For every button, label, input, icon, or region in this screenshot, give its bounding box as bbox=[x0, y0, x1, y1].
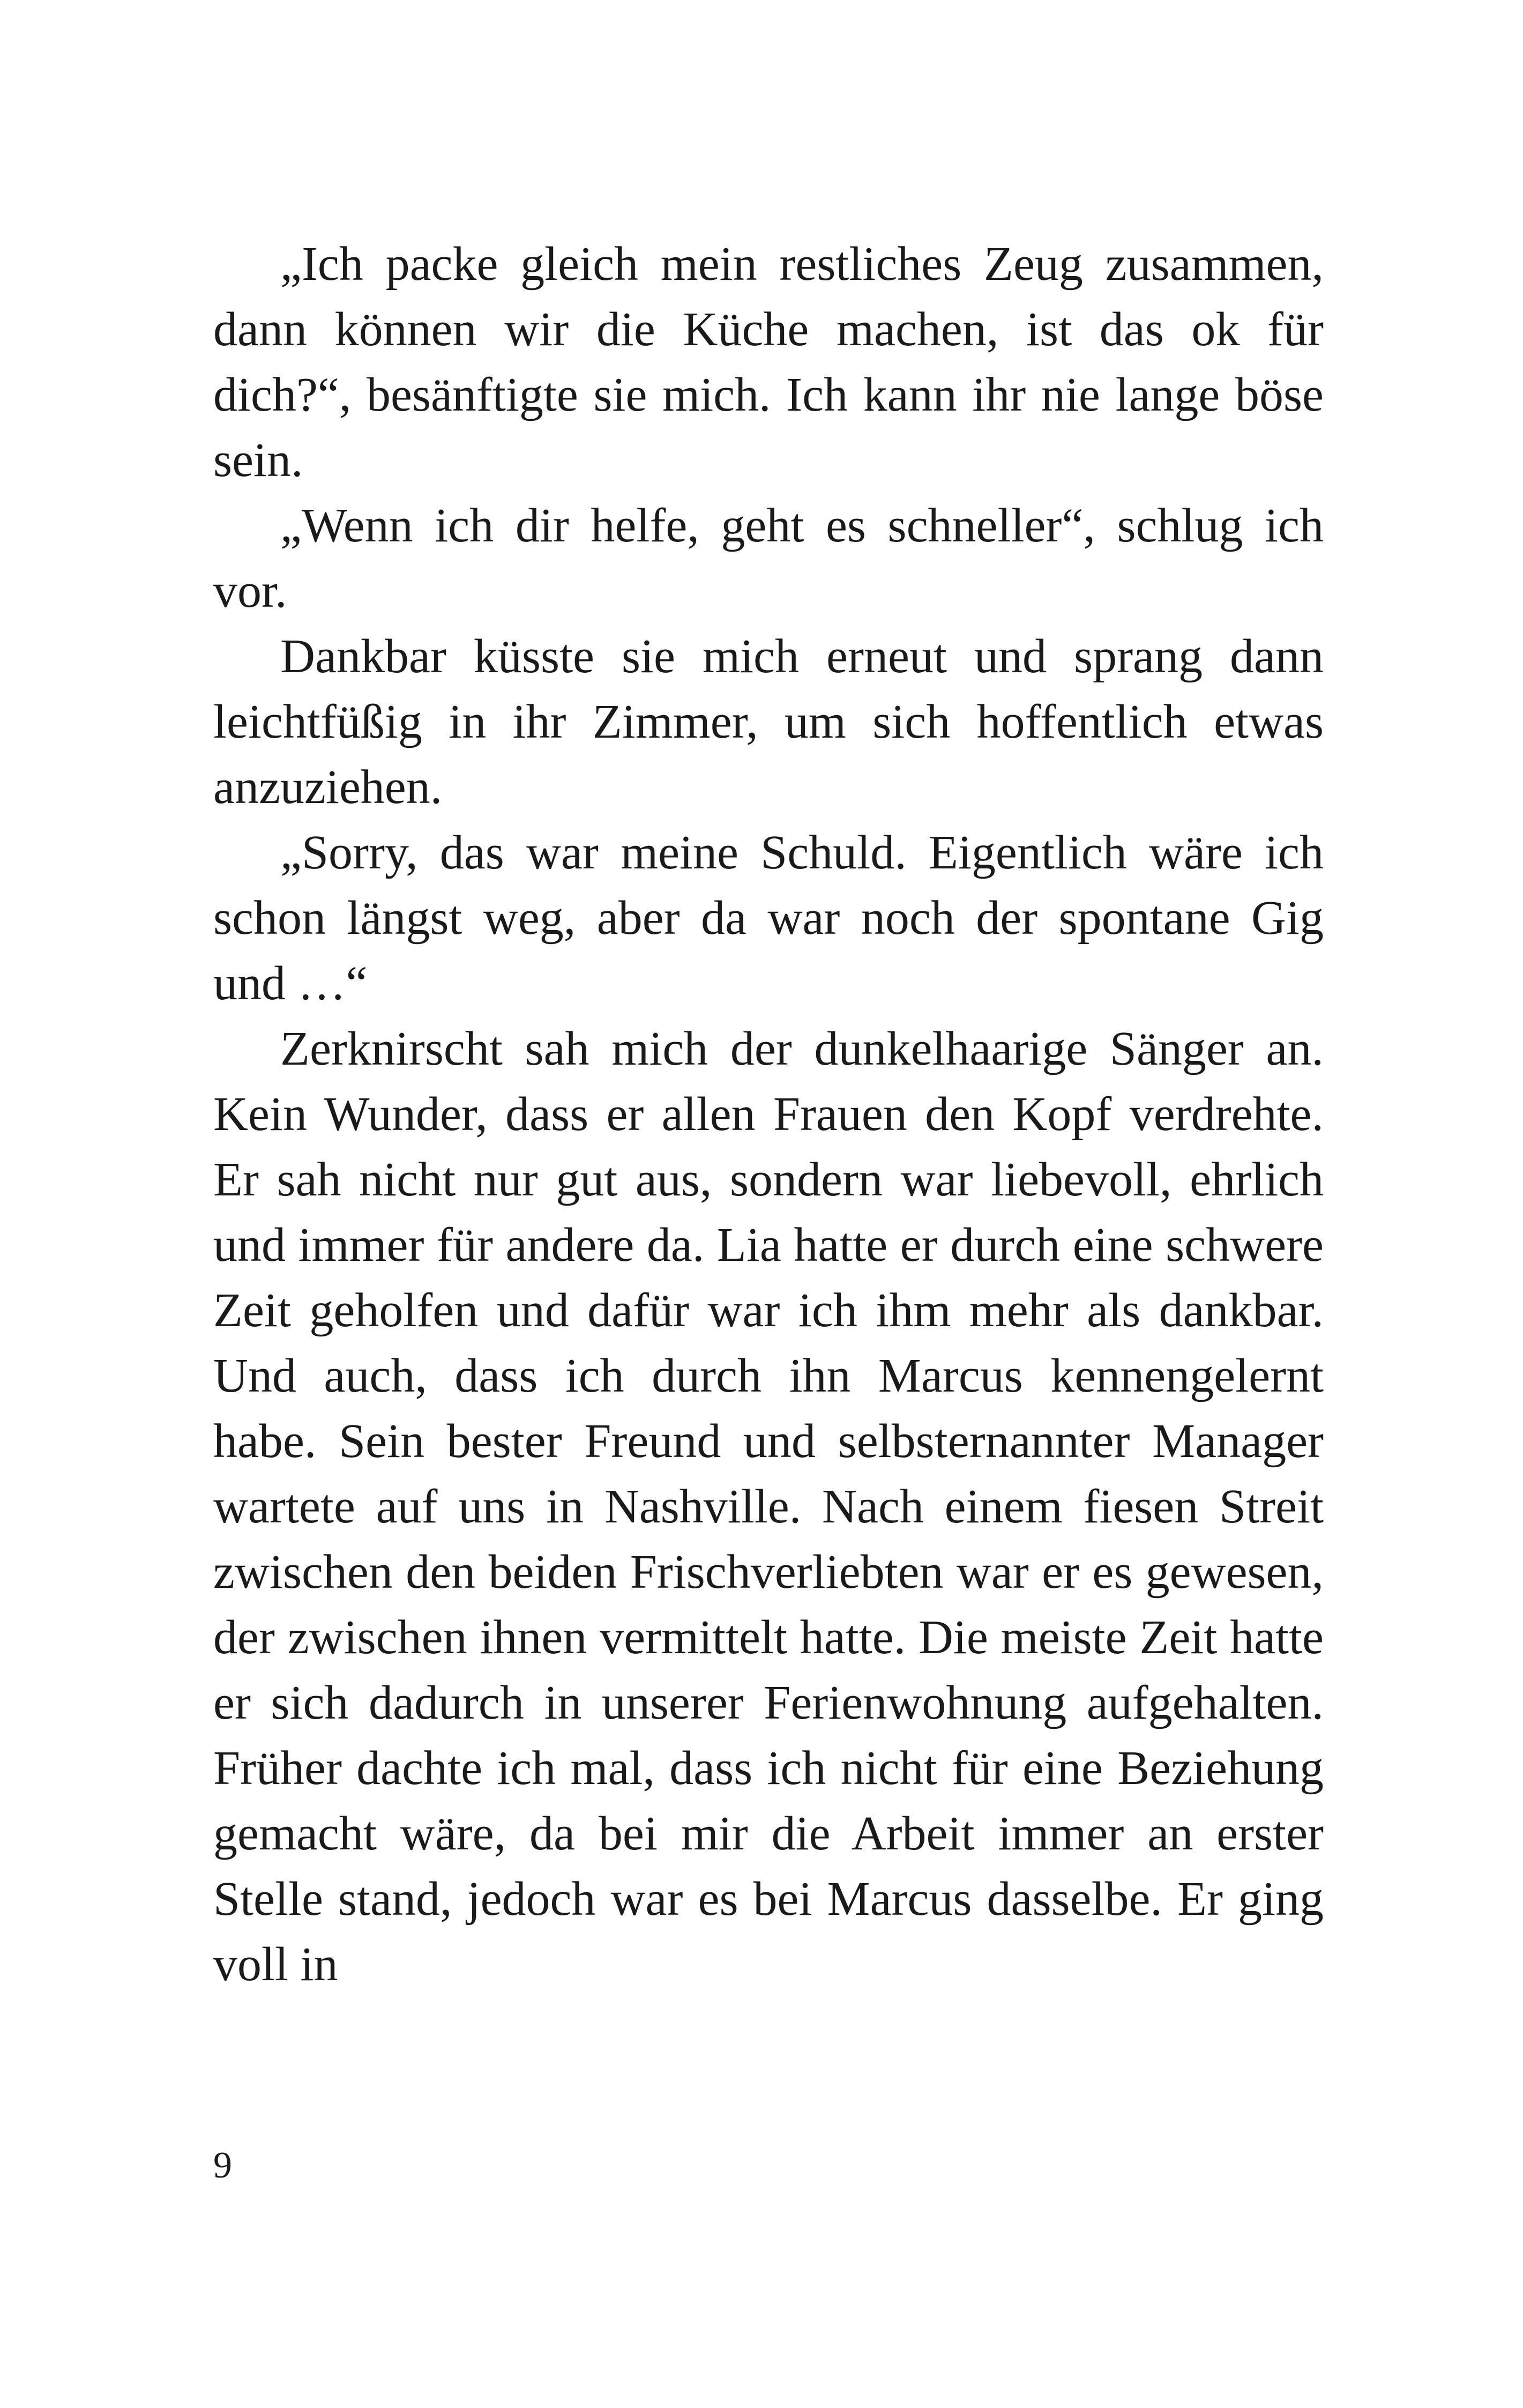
paragraph-4: „Sorry, das war meine Schuld. Eigentlich wäre ich schon längst weg, aber da war noch der spontane Gig und …“ bbox=[213, 826, 1324, 1010]
paragraph-2: „Wenn ich dir helfe, geht es schneller“, schlug ich vor. bbox=[213, 499, 1324, 618]
body-text bbox=[213, 232, 1324, 1997]
page-number: 9 bbox=[213, 2145, 232, 2186]
paragraph-5: Zerknirscht sah mich der dunkelhaarige Sänger an. Kein Wunder, dass er allen Frauen den Kopf verdrehte. Er sah nicht nur gut aus, sondern war liebevoll, ehrlich und immer für andere da. Lia hatte er durch eine schwere Zeit geholfen und dafür war ich ihm mehr als dankbar. Und auch, dass ich durch ihn Marcus kennengelernt habe. Sein bester Freund und selbsternannter Manager wartete auf uns in Nashville. Nach einem fiesen Streit zwischen den beiden Frischverliebten war er es gewesen, der zwischen ihnen vermittelt hatte. Die meiste Zeit hatte er sich dadurch in unserer Ferienwohnung aufgehalten. Früher dachte ich mal, dass ich nicht für eine Beziehung gemacht wäre, da bei mir die Arbeit immer an erster Stelle stand, jedoch war es bei Marcus dasselbe. Er ging voll in bbox=[213, 1022, 1324, 1991]
paragraph-1: „Ich packe gleich mein restliches Zeug zusammen, dann können wir die Küche machen, ist das ok für dich?“, besänftigte sie mich. Ich kann ihr nie lange böse sein. bbox=[213, 237, 1324, 487]
paragraph-3: Dankbar küsste sie mich erneut und sprang dann leichtfüßig in ihr Zimmer, um sich hoffentlich etwas anzuziehen. bbox=[213, 630, 1324, 814]
